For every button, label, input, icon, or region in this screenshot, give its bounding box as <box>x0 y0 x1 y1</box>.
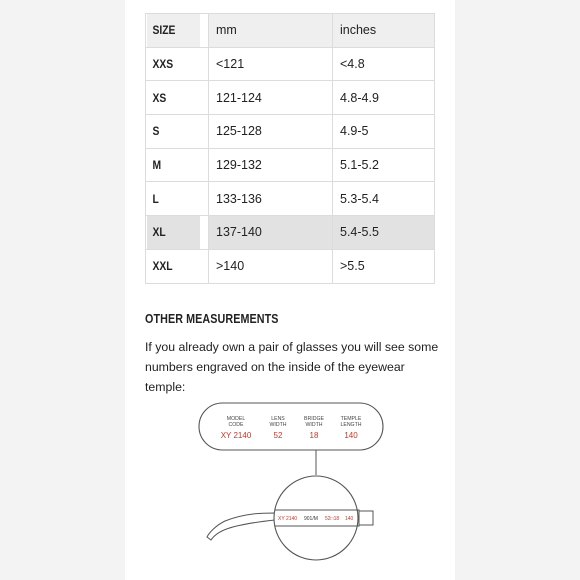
hinge <box>359 511 373 525</box>
page-content <box>125 0 455 580</box>
engraving-code: 901/M <box>304 516 318 522</box>
table-header-row <box>146 14 435 48</box>
mm-cell: 125-128 <box>209 115 333 149</box>
lens-width-label-2: WIDTH <box>269 422 287 428</box>
engraving-dims: 52□18 <box>325 516 340 522</box>
table-row <box>146 47 435 81</box>
inches-cell: 5.3-5.4 <box>333 182 435 216</box>
section-description: If you already own a pair of glasses you will see some numbers engraved on the inside of the eyewear temple: <box>145 340 439 394</box>
temple-length-label-2: LENGTH <box>340 422 362 428</box>
size-cell: XL <box>146 216 200 250</box>
inches-cell: <4.8 <box>333 47 435 81</box>
table-row <box>146 148 435 182</box>
size-cell: L <box>146 182 200 216</box>
mm-cell: 133-136 <box>209 182 333 216</box>
size-cell: M <box>146 148 200 182</box>
size-cell: XXL <box>146 249 200 283</box>
temple-measurements-diagram <box>125 395 455 570</box>
temple-arm-outline <box>207 513 275 540</box>
inches-cell: 5.4-5.5 <box>333 216 435 250</box>
header-size: SIZE <box>146 14 200 48</box>
size-cell: S <box>146 115 200 149</box>
size-chart-table <box>145 13 435 284</box>
lens-width-value: 52 <box>273 431 283 440</box>
model-code-label-2: CODE <box>228 422 244 428</box>
lens-width-label: LENS <box>271 416 285 422</box>
temple-length-label: TEMPLE <box>340 416 362 422</box>
model-code-value: XY 2140 <box>220 431 252 440</box>
bridge-width-label: BRIDGE <box>304 416 324 422</box>
inches-cell: >5.5 <box>333 249 435 283</box>
engraving-model: XY 2140 <box>278 516 298 522</box>
temple-length-value: 140 <box>344 431 358 440</box>
header-mm: mm <box>209 14 333 48</box>
header-inches: inches <box>333 14 435 48</box>
mm-cell: >140 <box>209 249 333 283</box>
engraving-temple: 140 <box>345 516 354 522</box>
mm-cell: 129-132 <box>209 148 333 182</box>
mm-cell: 121-124 <box>209 81 333 115</box>
table-row <box>146 249 435 283</box>
inches-cell: 4.9-5 <box>333 115 435 149</box>
bridge-width-label-2: WIDTH <box>305 422 323 428</box>
mm-cell: 137-140 <box>209 216 333 250</box>
section-title: OTHER MEASUREMENTS <box>145 312 279 326</box>
size-cell: XXS <box>146 47 200 81</box>
inches-cell: 5.1-5.2 <box>333 148 435 182</box>
model-code-label: MODEL <box>226 416 246 422</box>
size-cell: XS <box>146 81 200 115</box>
table-row <box>146 81 435 115</box>
table-row-highlighted <box>146 216 435 250</box>
bridge-width-value: 18 <box>309 431 319 440</box>
table-row <box>146 115 435 149</box>
table-row <box>146 182 435 216</box>
inches-cell: 4.8-4.9 <box>333 81 435 115</box>
mm-cell: <121 <box>209 47 333 81</box>
